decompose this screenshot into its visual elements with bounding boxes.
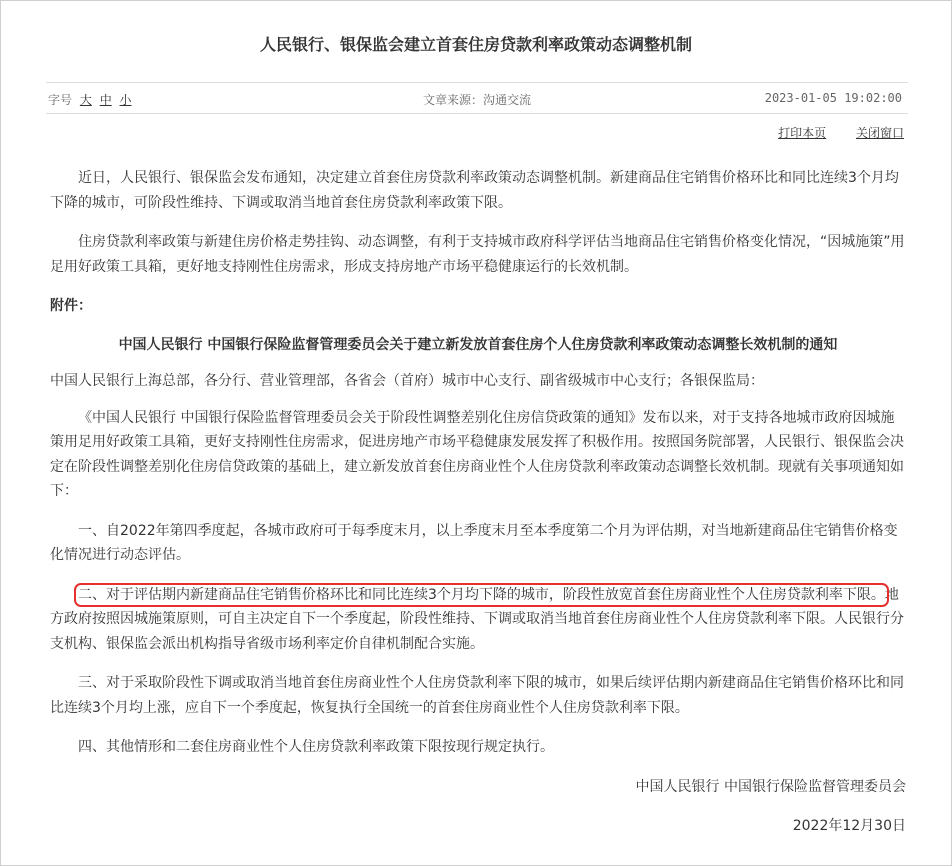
font-size-large-link[interactable]: 大	[79, 93, 92, 107]
article-tools	[752, 124, 904, 141]
paragraph-explanation: 住房贷款利率政策与新建住房价格走势挂钩、动态调整，有利于支持城市政府科学评估当地商品住宅销售价格变化情况，“因城施策”用足用好政策工具箱，更好地支持刚性住房需求，形成支持房地产市场平稳健康运行的长效机制。	[50, 234, 905, 275]
print-page-link[interactable]: 打印本页	[778, 126, 827, 140]
article-date: 2023-01-05 19:02:00	[764, 91, 902, 105]
article-body	[50, 166, 906, 839]
font-size-small-link[interactable]: 小	[119, 93, 132, 107]
notice-item-4: 四、其他情形和二套住房商业性个人住房贷款利率政策下限按现行规定执行。	[78, 739, 554, 755]
attachment-label: 附件：	[50, 298, 92, 314]
notice-item-2	[50, 583, 906, 657]
notice-item-1: 一、自2022年第四季度起，各城市政府可于每季度末月，以上季度末月至本季度第二个月为评估期，对当地新建商品住宅销售价格变化情况进行动态评估。	[50, 522, 898, 563]
notice-title: 中国人民银行 中国银行保险监督管理委员会关于建立新发放首套住房个人住房贷款利率政策动态调整长效机制的通知	[118, 336, 838, 353]
font-size-medium-link[interactable]: 中	[99, 93, 112, 107]
notice-addressee: 中国人民银行上海总部，各分行、营业管理部，各省会（首府）城市中心支行、副省级城市中心支行；各银保监局：	[50, 373, 764, 389]
notice-preamble: 《中国人民银行 中国银行保险监督管理委员会关于阶段性调整差别化住房信贷政策的通知》发布以来，对于支持各地城市政府因城施策用足用好政策工具箱，更好支持刚性住房需求，促进房地产市场平稳健康发展发挥了积极作用。按照国务院部署，人民银行、银保监会决定在阶段性调整差别化住房信贷政策的基础上，建立新发放首套住房商业性个人住房贷款利率政策动态调整长效机制。现就有关事项通知如下：	[50, 409, 904, 499]
font-size-label: 字号	[48, 93, 73, 107]
article-source: 文章来源：沟通交流	[422, 93, 531, 107]
paragraph-intro: 近日，人民银行、银保监会发布通知，决定建立首套住房贷款利率政策动态调整机制。新建商品住宅销售价格环比和同比连续3个月均下降的城市，可阶段性维持、下调或取消当地首套住房贷款利率政策下限。	[50, 170, 899, 211]
highlighted-sentence: 二、对于评估期内新建商品住宅销售价格环比和同比连续3个月均下降的城市，阶段性放宽首套住房商业性个人住房贷款利率下限。	[78, 586, 885, 603]
signature-date: 2022年12月30日	[792, 818, 906, 834]
close-window-link[interactable]: 关闭窗口	[855, 126, 904, 140]
article-meta-bar	[46, 82, 908, 114]
signature-issuers: 中国人民银行 中国银行保险监督管理委员会	[635, 778, 906, 795]
notice-item-2-rest: 地方政府按照因城施策原则，可自主决定自下一个季度起，阶段性维持、下调或取消当地首套住房商业性个人住房贷款利率下限。人民银行分支机构、银保监会派出机构指导省级市场利率定价自律机制配合实施。	[50, 586, 904, 652]
notice-item-3: 三、对于采取阶段性下调或取消当地首套住房商业性个人住房贷款利率下限的城市，如果后续评估期内新建商品住宅销售价格环比和同比连续3个月均上涨，应自下一个季度起，恢复执行全国统一的首套住房商业性个人住房贷款利率下限。	[50, 675, 904, 716]
article-title: 人民银行、银保监会建立首套住房贷款利率政策动态调整机制	[259, 35, 692, 54]
